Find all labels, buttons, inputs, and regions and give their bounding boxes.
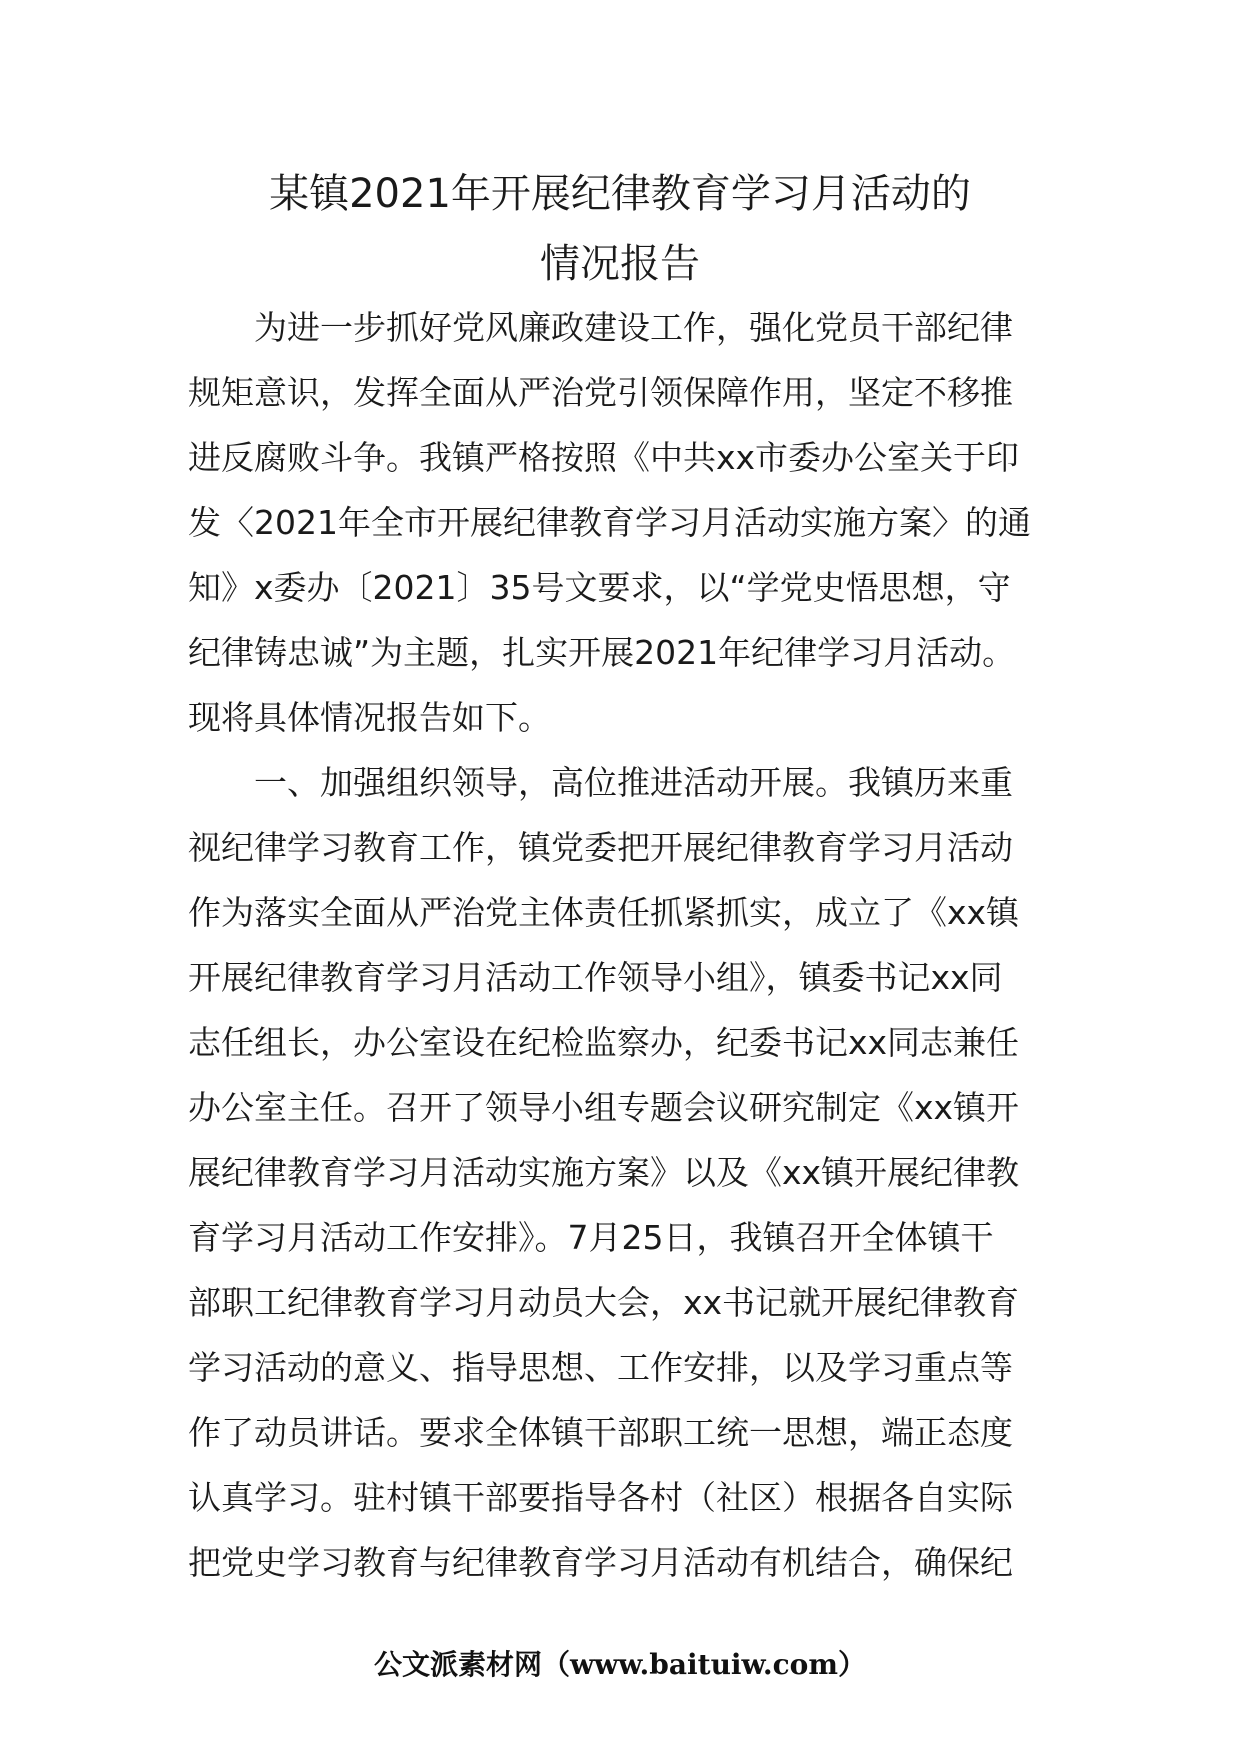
- paragraph-line: 认真学习。驻村镇干部要指导各村（社区）根据各自实际: [188, 1478, 1013, 1517]
- paragraph-line: 作为落实全面从严治党主体责任抓紧抓实，成立了《xx镇: [188, 893, 1020, 932]
- section-heading-line: 一、加强组织领导，高位推进活动开展。我镇历来重: [254, 763, 1013, 802]
- paragraph-line: 规矩意识，发挥全面从严治党引领保障作用，坚定不移推: [188, 373, 1013, 412]
- paragraph-line: 部职工纪律教育学习月动员大会，xx书记就开展纪律教育: [188, 1283, 1020, 1322]
- paragraph-line: 进反腐败斗争。我镇严格按照《中共xx市委办公室关于印: [188, 438, 1020, 477]
- paragraph-line: 知》x委办〔2021〕35号文要求，以“学党史悟思想，守: [188, 568, 1011, 607]
- paragraph-line: 为进一步抓好党风廉政建设工作，强化党员干部纪律: [254, 308, 1013, 347]
- paragraph-line: 发〈2021年全市开展纪律教育学习月活动实施方案〉的通: [188, 503, 1031, 542]
- paragraph-line: 把党史学习教育与纪律教育学习月活动有机结合，确保纪: [188, 1543, 1013, 1582]
- document-title-line-2: 情况报告: [540, 241, 700, 287]
- paragraph-line: 办公室主任。召开了领导小组专题会议研究制定《xx镇开: [188, 1088, 1020, 1127]
- paragraph-line: 视纪律学习教育工作，镇党委把开展纪律教育学习月活动: [188, 828, 1013, 867]
- paragraph-line: 展纪律教育学习月活动实施方案》以及《xx镇开展纪律教: [188, 1153, 1020, 1192]
- paragraph-line: 作了动员讲话。要求全体镇干部职工统一思想，端正态度: [188, 1413, 1013, 1452]
- document-title-line-1: 某镇2021年开展纪律教育学习月活动的: [269, 171, 971, 217]
- paragraph-line: 育学习月活动工作安排》。7月25日，我镇召开全体镇干: [188, 1218, 994, 1257]
- paragraph-line: 志任组长，办公室设在纪检监察办，纪委书记xx同志兼任: [188, 1023, 1020, 1062]
- paragraph-line: 纪律铸忠诚”为主题，扎实开展2021年纪律学习月活动。: [188, 633, 1016, 672]
- footer-watermark-text: 公文派素材网（www.baituiw.com）: [374, 1648, 866, 1681]
- document-body: [188, 295, 1058, 1595]
- paragraph-line: 现将具体情况报告如下。: [188, 698, 551, 737]
- paragraph-line: 学习活动的意义、指导思想、工作安排，以及学习重点等: [188, 1348, 1013, 1387]
- paragraph-line: 开展纪律教育学习月活动工作领导小组》，镇委书记xx同: [188, 958, 1003, 997]
